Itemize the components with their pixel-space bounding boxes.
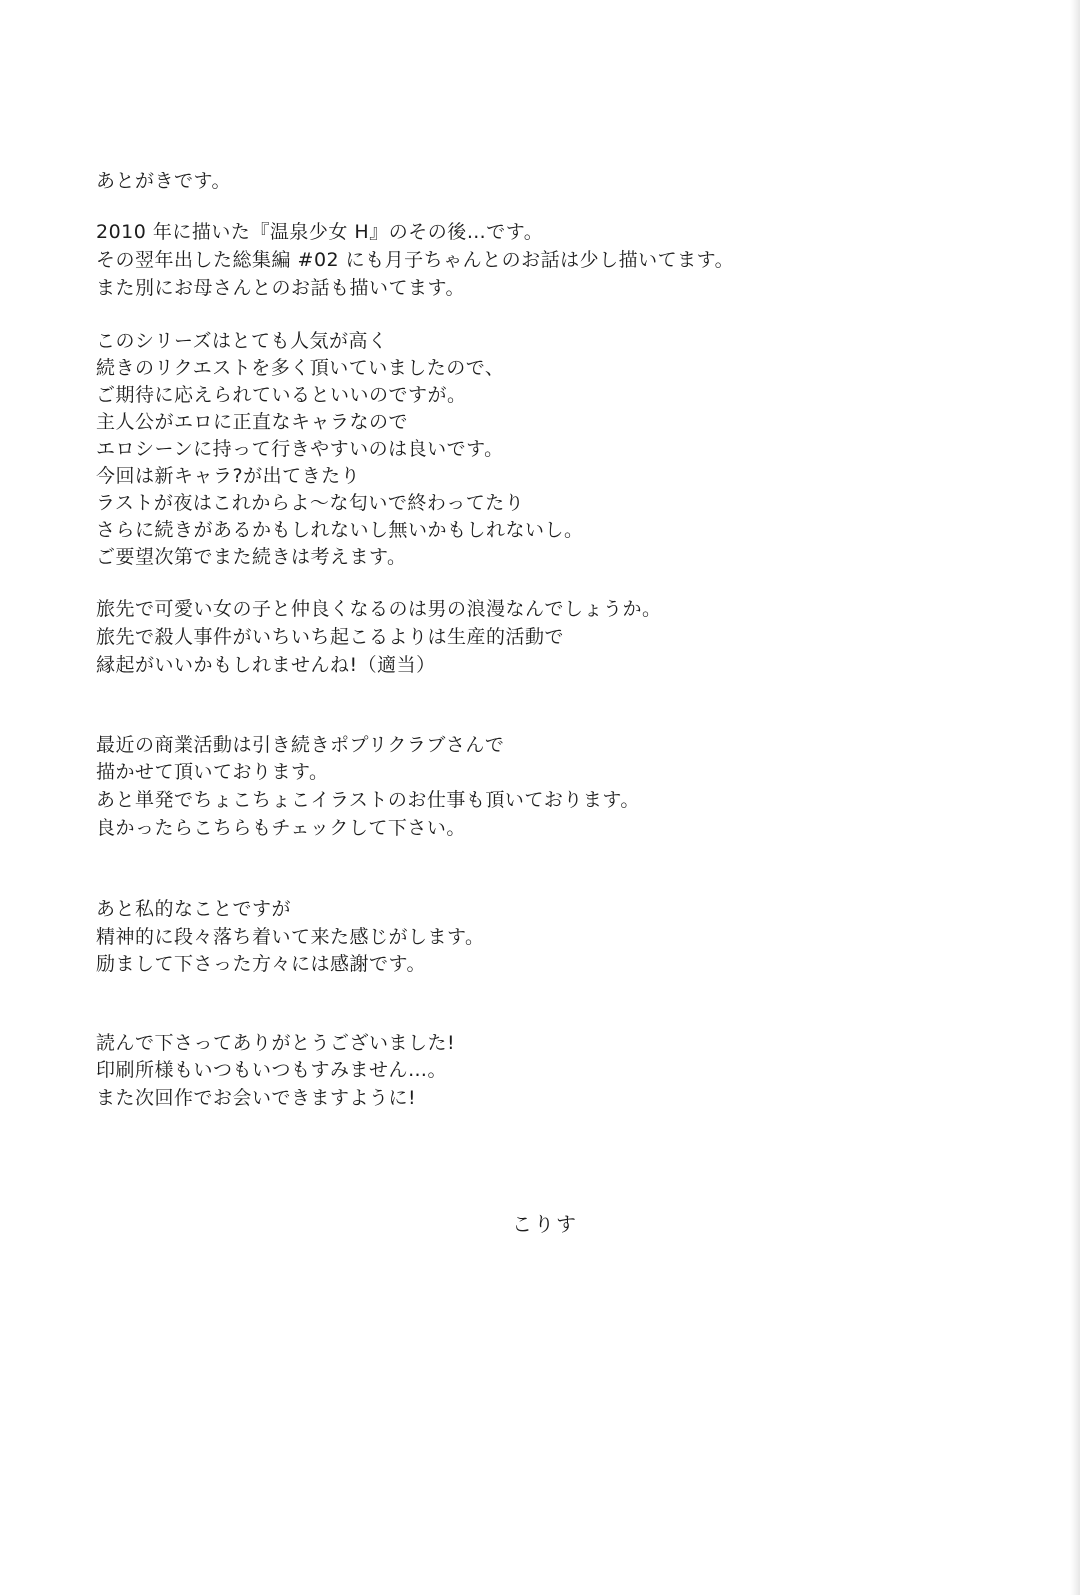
text-line: 精神的に段々落ち着いて来た感じがします。 <box>96 926 485 948</box>
text-line: 今回は新キャラ?が出てきたり <box>96 465 361 487</box>
page-edge-shadow <box>1070 0 1080 1595</box>
text-line: 読んで下さってありがとうございました! <box>96 1032 456 1054</box>
text-line: 主人公がエロに正直なキャラなので <box>96 411 409 433</box>
text-line: さらに続きがあるかもしれないし無いかもしれないし。 <box>96 519 584 541</box>
text-line: エロシーンに持って行きやすいのは良いです。 <box>96 438 504 460</box>
text-line: 2010 年に描いた『温泉少女 H』のその後…です。 <box>96 221 544 243</box>
text-line: ご要望次第でまた続きは考えます。 <box>96 546 407 568</box>
text-line: 印刷所様もいつもいつもすみません…。 <box>96 1059 448 1081</box>
text-line: ラストが夜はこれからよ～な匂いで終わってたり <box>96 492 525 514</box>
text-line: また別にお母さんとのお話も描いてます。 <box>96 277 465 299</box>
text-line: その翌年出した総集編 #02 にも月子ちゃんとのお話は少し描いてます。 <box>96 249 735 271</box>
text-line: あと単発でちょこちょこイラストのお仕事も頂いております。 <box>96 789 640 811</box>
text-line: 縁起がいいかもしれませんね!（適当） <box>96 654 436 676</box>
text-line: あと私的なことですが <box>96 898 292 920</box>
text-line: また次回作でお会いできますように! <box>96 1087 417 1109</box>
text-line: 励まして下さった方々には感謝です。 <box>96 953 426 975</box>
text-line: ご期待に応えられているといいのですが。 <box>96 384 467 406</box>
text-line: 描かせて頂いております。 <box>96 761 329 783</box>
afterword-heading: あとがきです。 <box>96 170 231 192</box>
text-line: 最近の商業活動は引き続きポプリクラブさんで <box>96 734 505 756</box>
text-line: このシリーズはとても人気が高く <box>96 330 388 352</box>
author-signature: こりす <box>512 1212 578 1236</box>
text-line: 旅先で殺人事件がいちいち起こるよりは生産的活動で <box>96 626 565 648</box>
text-line: 旅先で可愛い女の子と仲良くなるのは男の浪漫なんでしょうか。 <box>96 598 662 620</box>
text-line: 続きのリクエストを多く頂いていましたので、 <box>96 357 505 379</box>
text-line: 良かったらこちらもチェックして下さい。 <box>96 817 466 839</box>
